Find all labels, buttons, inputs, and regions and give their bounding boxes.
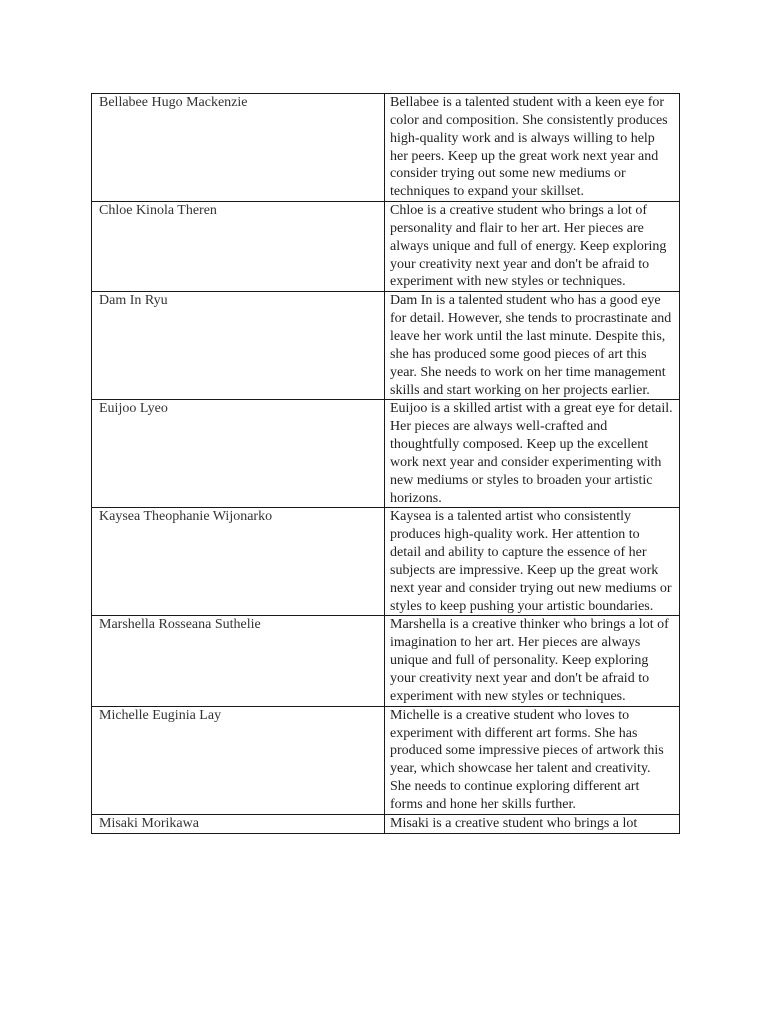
table-row xyxy=(92,94,680,202)
student-name-cell: Euijoo Lyeo xyxy=(92,400,385,508)
teacher-comment-cell: Euijoo is a skilled artist with a great eye for detail. Her pieces are always well-crafted and thoughtfully composed. Keep up the excellent work next year and consider experimenting with new mediums or styles to broaden your artistic horizons. xyxy=(385,400,680,508)
student-name-cell: Michelle Euginia Lay xyxy=(92,706,385,814)
teacher-comment-cell: Bellabee is a talented student with a keen eye for color and composition. She consistently produces high-quality work and is always willing to help her peers. Keep up the great work next year and consider trying out some new mediums or techniques to expand your skillset. xyxy=(385,94,680,202)
table-row xyxy=(92,616,680,706)
teacher-comment-cell: Dam In is a talented student who has a good eye for detail. However, she tends to procrastinate and leave her work until the last minute. Despite this, she has produced some good pieces of art this year. She needs to work on her time management skills and start working on her projects earlier. xyxy=(385,292,680,400)
table-row xyxy=(92,202,680,292)
table-row xyxy=(92,292,680,400)
student-name-cell: Dam In Ryu xyxy=(92,292,385,400)
student-name-cell: Chloe Kinola Theren xyxy=(92,202,385,292)
student-comments-table xyxy=(91,93,680,834)
teacher-comment-cell: Kaysea is a talented artist who consistently produces high-quality work. Her attention to detail and ability to capture the essence of her subjects are impressive. Keep up the great work next year and consider trying out new mediums or styles to keep pushing your artistic boundaries. xyxy=(385,508,680,616)
teacher-comment-cell: Misaki is a creative student who brings a lot xyxy=(385,814,680,833)
student-name-cell: Marshella Rosseana Suthelie xyxy=(92,616,385,706)
teacher-comment-cell: Michelle is a creative student who loves to experiment with different art forms. She has produced some impressive pieces of artwork this year, which showcase her talent and creativity. She needs to continue exploring different art forms and hone her skills further. xyxy=(385,706,680,814)
table-row xyxy=(92,814,680,833)
table-row xyxy=(92,400,680,508)
student-name-cell: Bellabee Hugo Mackenzie xyxy=(92,94,385,202)
table-body xyxy=(92,94,680,834)
teacher-comment-cell: Chloe is a creative student who brings a lot of personality and flair to her art. Her pieces are always unique and full of energy. Keep exploring your creativity next year and don't be afraid to experiment with new styles or techniques. xyxy=(385,202,680,292)
student-name-cell: Misaki Morikawa xyxy=(92,814,385,833)
teacher-comment-cell: Marshella is a creative thinker who brings a lot of imagination to her art. Her pieces are always unique and full of personality. Keep exploring your creativity next year and don't be afraid to experiment with new styles or techniques. xyxy=(385,616,680,706)
table-row xyxy=(92,508,680,616)
table-row xyxy=(92,706,680,814)
student-name-cell: Kaysea Theophanie Wijonarko xyxy=(92,508,385,616)
